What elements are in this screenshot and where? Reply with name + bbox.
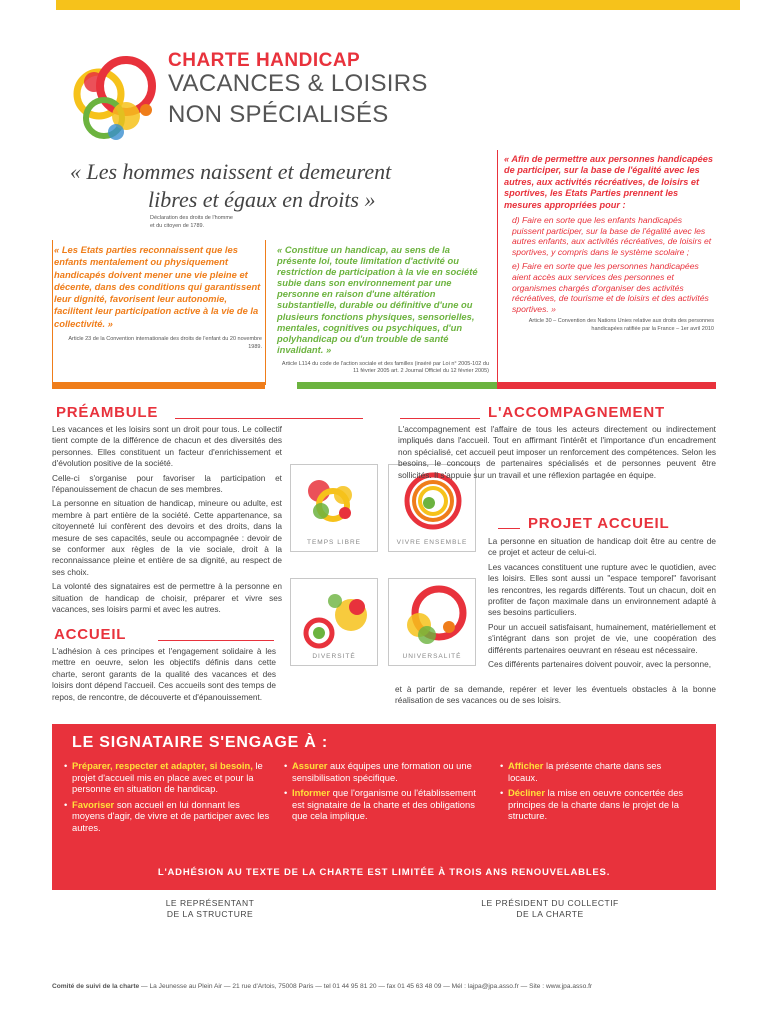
header-subtitle-2: NON SPÉCIALISÉS bbox=[168, 101, 389, 128]
law-quote bbox=[277, 244, 489, 376]
engagement-item bbox=[284, 760, 480, 783]
top-yellow-bar bbox=[56, 0, 740, 10]
engagement-item-text: son accueil en lui donnant les moyens d'agir, de vivre et de participer avec les autres. bbox=[72, 798, 270, 833]
tile-universalite bbox=[388, 578, 476, 666]
tile-diversite-label: DIVERSITÉ bbox=[312, 653, 356, 660]
preambule-rule bbox=[175, 418, 363, 419]
projet-body-tail bbox=[395, 684, 716, 710]
engagement-item-text: aux équipes une formation ou une sensibilisation spécifique. bbox=[292, 760, 472, 783]
engagement-item bbox=[284, 787, 480, 822]
signature-collectif-line-1: LE PRÉSIDENT DU COLLECTIF bbox=[481, 898, 619, 908]
engagement-title: LE SIGNATAIRE S'ENGAGE À : bbox=[72, 734, 329, 751]
main-quote-line-1: « Les hommes naissent et demeurent bbox=[70, 159, 392, 184]
header-title: CHARTE HANDICAP bbox=[168, 50, 361, 71]
engagement-item-text: le projet d'accueil mis en place avec et pour la personne en situation de handicap. bbox=[72, 760, 263, 795]
divider-red bbox=[497, 150, 498, 385]
tile-diversite bbox=[290, 578, 378, 666]
band-red bbox=[497, 382, 716, 389]
engagement-item-text: la présente charte dans ses locaux. bbox=[508, 760, 662, 783]
main-quote-source bbox=[150, 214, 260, 230]
tile-temps-libre-label: TEMPS LIBRE bbox=[307, 539, 361, 546]
footer-text: — La Jeunesse au Plein Air — 21 rue d'Artois, 75008 Paris — tel 01 44 95 81 20 — fax 01 45 63 48 09 — Mél : lajpa@jpa.asso.fr — Site : www.jpa.asso.fr bbox=[139, 983, 593, 990]
engagement-col-3 bbox=[500, 760, 690, 826]
engagement-col-1 bbox=[64, 760, 270, 838]
law-quote-text: « Constitue un handicap, au sens de la présente loi, toute limitation d'activité ou restriction de participation à la vie en société subie dans son environnement par une personne en raison d'une altération substantielle, durable ou définitive d'une ou plusieurs fonctions physiques, sensorielles, mentales, cognitives ou psychiques, d'un polyhandicap ou d'un trouble de santé invalidant. » bbox=[277, 244, 478, 355]
un-convention-quote bbox=[504, 154, 714, 333]
signature-collectif-line-2: DE LA CHARTE bbox=[516, 908, 584, 919]
projet-p3: Pour un accueil satisfaisant, humainement, matériellement et s'intégrant dans son projet de vie, une coopération des différents partenaires oeuvrant en réseau est nécessaire. bbox=[488, 621, 716, 655]
engagement-item-verb: Préparer, respecter et adapter, si besoin, bbox=[72, 760, 253, 771]
accompagnement-body bbox=[398, 424, 716, 484]
charte-logo-icon bbox=[64, 46, 174, 146]
header-subtitle-1: VACANCES & LOISIRS bbox=[168, 70, 428, 97]
projet-body bbox=[488, 536, 716, 670]
engagement-item-verb: Assurer bbox=[292, 760, 328, 771]
main-quote-line-2: libres et égaux en droits » bbox=[148, 187, 376, 212]
accueil-p1: L'adhésion à ces principes et l'engagement solidaire à les mettre en oeuvre, selon les objectifs définis dans cette charte, seront garants de la qualité des vacances et des loisirs dont dépend l'accueil. Ces accueils sont des temps de repos, de rencontre, de découverte et d'épanouissement. bbox=[52, 646, 276, 702]
footer bbox=[52, 983, 716, 990]
footer-label: Comité de suivi de la charte bbox=[52, 983, 140, 990]
engagement-item-verb: Favoriser bbox=[72, 798, 115, 810]
signature-structure-line-2: DE LA STRUCTURE bbox=[166, 908, 254, 919]
engagement-item bbox=[500, 760, 690, 783]
projet-p1: La personne en situation de handicap doit être au centre de ce projet et acteur de celui-ci. bbox=[488, 536, 716, 558]
preambule-p1: Les vacances et les loisirs sont un droit pour tous. Le collectif tient compte de la différence de chacun et des diversités des personnes. Elles constituent un facteur d'enrichissement et d'évolution positive de la société. bbox=[52, 424, 282, 469]
preambule-p4: La volonté des signataires est de permettre à la personne en situation de handicap de choisir, préparer et vivre ses vacances, ses loisirs parmi et avec les autres. bbox=[52, 581, 282, 615]
engagement-item-verb: Afficher bbox=[508, 760, 544, 771]
tile-vivre-ensemble-label: VIVRE ENSEMBLE bbox=[396, 539, 468, 546]
band-orange bbox=[52, 382, 265, 389]
accueil-rule bbox=[158, 640, 274, 641]
un-quote-item-e: e) Faire en sorte que les personnes handicapées aient accès aux services des personnes et organismes chargés d'organiser des activités récréatives, de tourisme et de loisirs et des activités sportives. » bbox=[512, 261, 709, 314]
engagement-item bbox=[500, 787, 690, 822]
preambule-p2: Celle-ci s'organise pour favoriser la participation et l'épanouissement de chacun de ses membres. bbox=[52, 472, 282, 495]
projet-title: PROJET ACCUEIL bbox=[528, 515, 670, 532]
un-quote-source: Article 30 – Convention des Nations Unies relative aux droits des personnes handicapées ratifiée par la France – 1er avril 2010 bbox=[528, 318, 714, 332]
divider-left bbox=[52, 240, 53, 385]
engagement-col-2 bbox=[284, 760, 480, 826]
child-rights-quote-text: « Les Etats parties reconnaissent que les enfants mentalement ou physiquement handicapés doivent mener une vie pleine et décente, dans des conditions qui garantissent leur dignité, favorisent leur autonomie, facilitent leur participation active à la vie de la collectivité. » bbox=[54, 244, 261, 329]
divider-orange bbox=[265, 240, 266, 385]
engagement-closing: L'ADHÉSION AU TEXTE DE LA CHARTE EST LIMITÉE À TROIS ANS RENOUVELABLES. bbox=[157, 867, 611, 878]
signature-structure bbox=[130, 898, 290, 919]
law-quote-source: Article L114 du code de l'action sociale et des familles (inséré par Loi n° 2005-102 du 11 février 2005 art. 2 Journal Officiel du 12 février 2005) bbox=[281, 360, 489, 375]
child-rights-quote bbox=[54, 244, 262, 351]
engagement-item-verb: Décliner bbox=[508, 787, 545, 799]
main-quote-source-2: et du citoyen de 1789. bbox=[150, 223, 205, 229]
un-quote-item-d: d) Faire en sorte que les enfants handicapés puissent participer, sur la base de l'égalité avec les autres enfants, aux activités récréatives, de loisirs et sportives, y compris dans le système scolaire ; bbox=[512, 215, 712, 257]
engagement-item-text: que l'organisme ou l'établissement est signataire de la charte et des obligations que cela implique. bbox=[292, 787, 476, 822]
accompagnement-title: L'ACCOMPAGNEMENT bbox=[488, 404, 665, 421]
projet-p2: Les vacances constituent une rupture avec le quotidien, avec les loisirs. Elles sont aussi un "espace temporel" favorisant les rencontres, les regards différents. Tout un chacun, doit en profiter de façon maximale dans un environnement adapté à ses besoins particuliers. bbox=[488, 561, 716, 618]
preambule-title: PRÉAMBULE bbox=[56, 404, 159, 421]
engagement-item-text: la mise en oeuvre concertée des principes de la charte dans le projet de la structure. bbox=[508, 787, 684, 822]
tile-universalite-label: UNIVERSALITÉ bbox=[402, 653, 462, 660]
projet-p5: et à partir de sa demande, repérer et lever les éventuels obstacles à la bonne réalisation de ses vacances ou de ses loisirs. bbox=[395, 684, 716, 706]
child-rights-quote-source: Article 23 de la Convention internationale des droits de l'enfant du 20 novembre 1989. bbox=[68, 336, 262, 350]
engagement-item bbox=[64, 799, 270, 834]
engagement-item bbox=[64, 760, 270, 795]
main-quote-source-1: Déclaration des droits de l'homme bbox=[150, 215, 233, 221]
accompagnement-rule bbox=[400, 418, 480, 419]
signature-structure-line-1: LE REPRÉSENTANT bbox=[165, 898, 255, 908]
tile-temps-libre bbox=[290, 464, 378, 552]
un-quote-head: « Afin de permettre aux personnes handicapées de participer, sur la base de l'égalité avec les autres, aux activités récréatives, de loisirs et sportives, les Etats Parties prennent les mesures appropriées pour : bbox=[504, 154, 713, 210]
main-quote bbox=[70, 158, 430, 214]
preambule-body bbox=[52, 424, 282, 619]
accueil-title: ACCUEIL bbox=[54, 626, 127, 643]
engagement-item-verb: Informer bbox=[292, 787, 331, 799]
preambule-p3: La personne en situation de handicap, mineure ou adulte, est membre à part entière de la société. Cette appartenance, sa citoyenneté lui confèrent des devoirs et des droits, dans la mesure de ses capacités, seule ou accompagnée : devoir de se conformer aux règles de la vie sociale, droit à la reconnaissance pleine et entière de sa dignité, au respect de ses choix. bbox=[52, 498, 282, 577]
band-green bbox=[297, 382, 497, 389]
accompagnement-p1: L'accompagnement est l'affaire de tous les acteurs directement ou indirectement impliqués dans l'accueil. Tout en affirmant l'intérêt et l'importance d'un encadrement non spécialisé, cet accueil peut imposer un renforcement des compétences. Selon les besoins, le concours de partenaires spécialisés et de personnes peuvent être sollicités. Il s'appuie sur un travail et une réflexion partagée en équipe. bbox=[398, 424, 716, 480]
signature-collectif bbox=[450, 898, 650, 919]
engagement-box bbox=[52, 724, 716, 890]
accueil-body bbox=[52, 646, 276, 706]
projet-p4: Ces différents partenaires doivent pouvoir, avec la personne, bbox=[488, 659, 712, 670]
projet-rule bbox=[498, 528, 520, 529]
